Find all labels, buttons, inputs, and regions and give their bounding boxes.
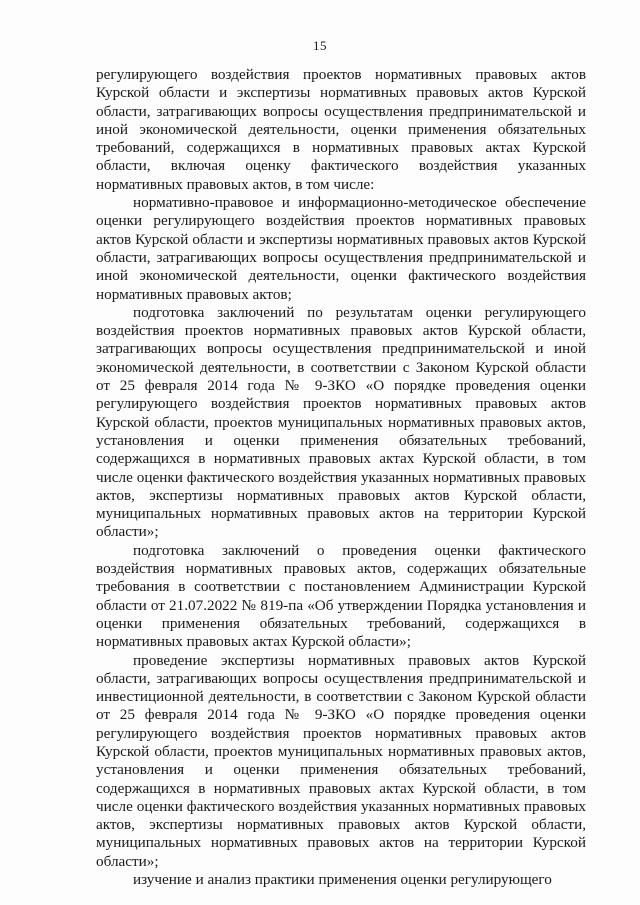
page-number: 15 (313, 38, 327, 53)
paragraph-conclusions-preparation: подготовка заключений по результатам оценки регулирующего воздействия проектов нормативных правовых актов Курской области, затрагивающих вопросы осуществления предпринимательской и иной экономической деятельности, в соответствии с Законом Курской области от 25 февраля 2014 года № 9-ЗКО «О порядке проведения оценки регулирующего воздействия проектов нормативных правовых актов Курской области, проектов муниципальных нормативных правовых актов, установления и оценки применения обязательных требований, содержащихся в нормативных правовых актах Курской области, в том числе оценки фактического воздействия указанных нормативных правовых актов, экспертизы нормативных правовых актов Курской области, муниципальных нормативных правовых актов на территории Курской области»; (96, 303, 586, 541)
paragraph-continuation: регулирующего воздействия проектов нормативных правовых актов Курской области и экспертизы нормативных правовых актов Курской области, затрагивающих вопросы осуществления предпринимательской и иной экономической деятельности, оценки применения обязательных требований, содержащихся в нормативных правовых актах Курской области, включая оценку фактического воздействия указанных нормативных правовых актов, в том числе: (96, 66, 586, 193)
document-body (96, 66, 586, 889)
paragraph-practice-analysis: изучение и анализ практики применения оценки регулирующего (133, 871, 552, 889)
paragraph-normative-support: нормативно-правовое и информационно-методическое обеспечение оценки регулирующего воздействия проектов нормативных правовых актов Курской области и экспертизы нормативных правовых актов Курской области, затрагивающих вопросы осуществления предпринимательской и иной экономической деятельности, оценки фактического воздействия нормативных правовых актов; (96, 194, 586, 303)
paragraph-expertise: проведение экспертизы нормативных правовых актов Курской области, затрагивающих вопросы осуществления предпринимательской и инвестиционной деятельности, в соответствии с Законом Курской области от 25 февраля 2014 года № 9-ЗКО «О порядке проведения оценки регулирующего воздействия проектов нормативных правовых актов Курской области, проектов муниципальных нормативных правовых актов, установления и оценки применения обязательных требований, содержащихся в нормативных правовых актах Курской области, в том числе оценки фактического воздействия указанных нормативных правовых актов, экспертизы нормативных правовых актов Курской области, муниципальных нормативных правовых актов на территории Курской области»; (96, 651, 586, 870)
paragraph-factual-impact-conclusions: подготовка заключений о проведения оценки фактического воздействия нормативных правовых актов, содержащих обязательные требования в соответствии с постановлением Администрации Курской области от 21.07.2022 № 819-па «Об утверждении Порядка установления и оценки применения обязательных требований, содержащихся в нормативных правовых актах Курской области»; (96, 541, 586, 651)
